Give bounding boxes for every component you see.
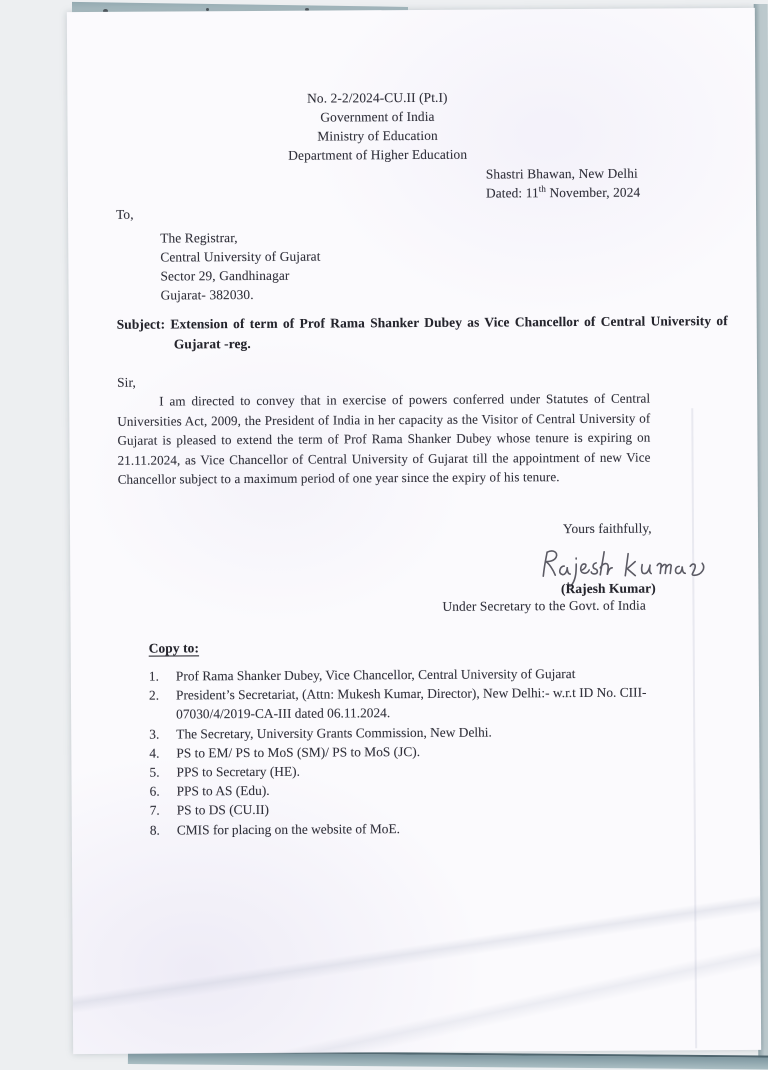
subject-label: Subject: [116, 316, 166, 332]
signatory-name: (Rajesh Kumar) [560, 580, 656, 597]
letterhead-line: Department of Higher Education [288, 146, 468, 163]
place-date-block [486, 164, 641, 203]
copy-to-heading: Copy to: [148, 640, 200, 656]
letter-page [67, 8, 761, 1054]
copy-to-item: The Secretary, University Grants Commission, New Delhi. [176, 724, 492, 742]
letterhead [67, 86, 687, 166]
recipient-address [160, 228, 321, 305]
letter-date: Dated: 11th November, 2024 [485, 183, 641, 201]
copy-to-list [149, 663, 716, 839]
letterhead-line: Government of India [320, 108, 435, 125]
copy-to-item: CMIS for placing on the website of MoE. [176, 820, 401, 838]
copy-to-item: President’s Secretariat, (Attn: Mukesh Kumar, Director), New Delhi:- w.r.t ID No. CIII-07030/4/2019-CA-III dated 06.11.2024. [175, 684, 647, 722]
salutation: Sir, [117, 374, 136, 390]
copy-to-item: Prof Rama Shanker Dubey, Vice Chancellor, Central University of Gujarat [175, 666, 576, 684]
recipient-line: The Registrar, [160, 230, 238, 246]
recipient-line: Central University of Gujarat [160, 248, 321, 265]
reference-number: No. 2-2/2024-CU.II (Pt.I) [307, 89, 448, 106]
letter-body: I am directed to convey that in exercise of powers conferred under Statutes of Central Universities Act, 2009, the President of India in her capacity as the Visitor of Central University of Gujarat is pleased to extend the term of Prof Rama Shanker Dubey whose tenure is expiring on 21.11.2024, as Vice Chancellor of Central University of Gujarat till the appointment of new Vice Chancellor subject to a maximum period of one year since the expiry of his tenure. [117, 390, 651, 487]
to-label: To, [116, 206, 134, 222]
closing-phrase: Yours faithfully, [562, 520, 652, 537]
date-ordinal-superscript: th [538, 183, 546, 194]
recipient-line: Gujarat- 382030. [160, 286, 254, 303]
copy-to-item: PPS to Secretary (HE). [176, 763, 300, 780]
issuing-office-place: Shastri Bhawan, New Delhi [485, 165, 638, 182]
copy-to-item: PPS to AS (Edu). [176, 783, 270, 799]
copy-to-item: PS to DS (CU.II) [176, 802, 270, 818]
copy-to-item: PS to EM/ PS to MoS (SM)/ PS to MoS (JC). [176, 743, 421, 761]
letterhead-org-lines [67, 105, 687, 166]
recipient-line: Sector 29, Gandhinagar [160, 267, 290, 284]
letterhead-line: Ministry of Education [317, 127, 438, 144]
signatory-title: Under Secretary to the Govt. of India [442, 597, 646, 614]
subject-text: Extension of term of Prof Rama Shanker Dubey as Vice Chancellor of Central University of Gujarat -reg. [170, 313, 728, 352]
paper-creases [72, 888, 761, 1054]
subject-line [117, 311, 728, 355]
